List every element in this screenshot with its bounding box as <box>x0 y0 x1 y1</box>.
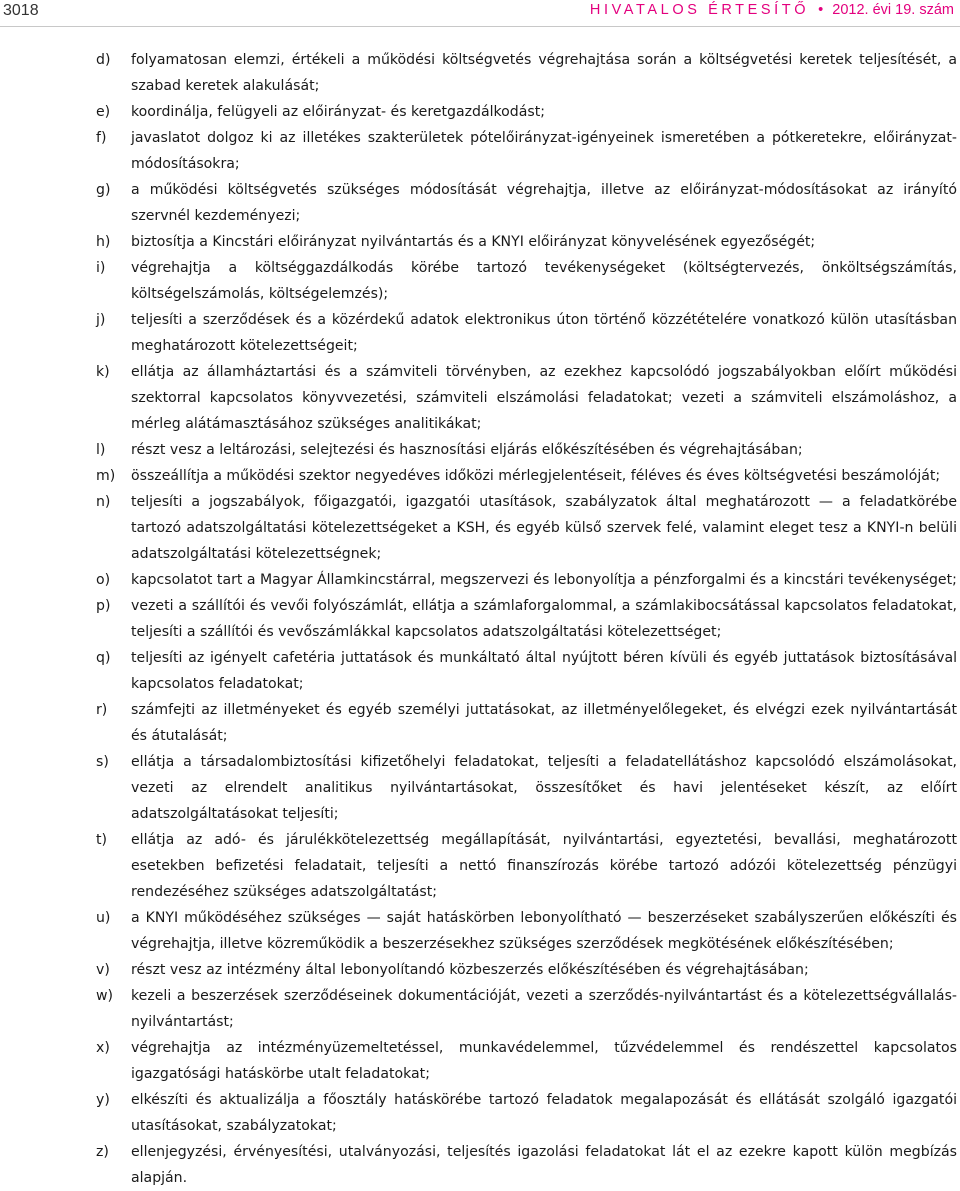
list-item-text: ellátja az adó- és járulékkötelezettség megállapítását, nyilvántartási, egyeztetési, bevallási, meghatározott esetekben befizetési feladatait, teljesíti a nettó finanszírozás körébe tartozó adózói kötelezettség pénzügyi rendezéséhez szükséges adatszolgáltatást; <box>131 832 957 900</box>
list-item <box>0 125 960 177</box>
list-item-marker: u) <box>96 910 111 926</box>
list-item <box>0 1035 960 1087</box>
page-header <box>0 0 960 27</box>
list-item <box>0 255 960 307</box>
list-item <box>0 827 960 905</box>
list-item-marker: k) <box>96 364 110 380</box>
list-item-text: vezeti a szállítói és vevői folyószámlát, ellátja a számlaforgalommal, a számlakibocsátással kapcsolatos feladatokat, teljesíti a szállítói és vevőszámlákkal kapcsolatos adatszolgáltatási kötelezettséget; <box>131 598 957 640</box>
list-item-text: végrehajtja a költséggazdálkodás körébe tartozó tevékenységeket (költségtervezés, önköltségszámítás, költségelszámolás, költségelemzés); <box>131 260 957 302</box>
list-item-text: a működési költségvetés szükséges módosítását végrehajtja, illetve az előirányzat-módosításokat az irányító szervnél kezdeményezi; <box>131 182 957 224</box>
list-item-marker: l) <box>96 442 106 458</box>
list-item-marker: o) <box>96 572 111 588</box>
list-item-text: elkészíti és aktualizálja a főosztály hatáskörébe tartozó feladatok megalapozását és ellátását szolgáló igazgatói utasításokat, szabályzatokat; <box>131 1092 957 1134</box>
list-item-marker: m) <box>96 468 116 484</box>
list-item-marker: t) <box>96 832 108 848</box>
list-item-text: teljesíti az igényelt cafetéria juttatások és munkáltató által nyújtott béren kívüli és egyéb juttatások biztosításával kapcsolatos feladatokat; <box>131 650 957 692</box>
list-item <box>0 229 960 255</box>
list-item-marker: v) <box>96 962 110 978</box>
list-item-marker: d) <box>96 52 111 68</box>
list-item <box>0 567 960 593</box>
list-item <box>0 359 960 437</box>
list-item-marker: q) <box>96 650 111 666</box>
list-item-text: javaslatot dolgoz ki az illetékes szakterületek pótelőirányzat-igényeinek ismeretében a pótkeretekre, előirányzat-módosításokra; <box>131 130 957 172</box>
list-item-marker: g) <box>96 182 111 198</box>
list-item <box>0 463 960 489</box>
list-item-text: ellenjegyzési, érvényesítési, utalványozási, teljesítés igazolási feladatokat lát el az ezekre kapott külön megbízás alapján. <box>131 1144 957 1186</box>
list-item-marker: h) <box>96 234 111 250</box>
list-item <box>0 1139 960 1191</box>
list-item <box>0 645 960 697</box>
list-item <box>0 957 960 983</box>
list-item-text: végrehajtja az intézményüzemeltetéssel, munkavédelemmel, tűzvédelemmel és rendészettel kapcsolatos igazgatósági hatáskörbe utalt feladatokat; <box>131 1040 957 1082</box>
issue-label: 2012. évi 19. szám <box>832 2 954 18</box>
list-item-marker: r) <box>96 702 108 718</box>
list-item <box>0 593 960 645</box>
list-item-marker: z) <box>96 1144 109 1160</box>
list-item-text: a KNYI működéséhez szükséges — saját hatáskörben lebonyolítható — beszerzéseket szabályszerűen előkészíti és végrehajtja, illetve közreműködik a beszerzésekhez szükséges szerződések megkötésének előkészítésében; <box>131 910 957 952</box>
list-item <box>0 437 960 463</box>
list-item-text: kapcsolatot tart a Magyar Államkincstárral, megszervezi és lebonyolítja a pénzforgalmi és a kincstári tevékenységet; <box>131 572 957 588</box>
list-item-text: teljesíti a jogszabályok, főigazgatói, igazgatói utasítások, szabályzatok által meghatározott — a feladatkörébe tartozó adatszolgáltatási kötelezettségeket a KSH, és egyéb külső szervek felé, valamint eleget tesz a KNYI-n belüli adatszolgáltatási kötelezettségnek; <box>131 494 957 562</box>
list-item-marker: y) <box>96 1092 110 1108</box>
list-item-marker: f) <box>96 130 107 146</box>
list-item <box>0 489 960 567</box>
list-item <box>0 99 960 125</box>
list-item <box>0 1087 960 1139</box>
list-item <box>0 983 960 1035</box>
list-item-text: számfejti az illetményeket és egyéb személyi juttatásokat, az illetményelőlegeket, és elvégzi ezek nyilvántartását és átutalását; <box>131 702 957 744</box>
list-item-text: folyamatosan elemzi, értékeli a működési költségvetés végrehajtása során a költségvetési keretek teljesítését, a szabad keretek alakulását; <box>131 52 957 94</box>
page-number: 3018 <box>3 2 39 19</box>
list-item-marker: s) <box>96 754 109 770</box>
list-item-text: ellátja a társadalombiztosítási kifizetőhelyi feladatokat, teljesíti a feladatellátáshoz kapcsolódó elszámolásokat, vezeti az elrendelt analitikus nyilvántartásokat, összesítőket és havi jelentéseket készít, az előírt adatszolgáltatásokat teljesíti; <box>131 754 957 822</box>
list-item <box>0 47 960 99</box>
list-item <box>0 307 960 359</box>
list-item-text: ellátja az államháztartási és a számviteli törvényben, az ezekhez kapcsolódó jogszabályokban előírt működési szektorral kapcsolatos könyvvezetési, számviteli elszámolási feladatokat; vezeti a számviteli elszámoláshoz, a mérleg alátámasztásához szükséges analitikákat; <box>131 364 957 432</box>
list-item-text: részt vesz a leltározási, selejtezési és hasznosítási eljárás előkészítésében és végrehajtásában; <box>131 442 803 458</box>
list-item-text: összeállítja a működési szektor negyedéves időközi mérlegjelentéseit, féléves és éves költségvetési beszámolóját; <box>131 468 941 484</box>
list-item-text: biztosítja a Kincstári előirányzat nyilvántartás és a KNYI előirányzat könyvelésének egyezőségét; <box>131 234 816 250</box>
journal-title: HIVATALOS ÉRTESÍTŐ <box>589 2 810 18</box>
list-item-text: részt vesz az intézmény által lebonyolítandó közbeszerzés előkészítésében és végrehajtásában; <box>131 962 809 978</box>
list-item-marker: p) <box>96 598 111 614</box>
list-item-marker: n) <box>96 494 111 510</box>
list-item-marker: e) <box>96 104 111 120</box>
list-item-marker: w) <box>96 988 114 1004</box>
journal-header <box>590 2 954 18</box>
list-item-text: kezeli a beszerzések szerződéseinek dokumentációját, vezeti a szerződés-nyilvántartást és a kötelezettségvállalás-nyilvántartást; <box>131 988 957 1030</box>
enumerated-list <box>0 47 960 1191</box>
list-item-marker: x) <box>96 1040 110 1056</box>
list-item <box>0 697 960 749</box>
list-item-text: koordinálja, felügyeli az előirányzat- és keretgazdálkodást; <box>131 104 545 120</box>
header-separator: • <box>818 2 824 18</box>
list-item-marker: i) <box>96 260 106 276</box>
list-item <box>0 905 960 957</box>
list-item-text: teljesíti a szerződések és a közérdekű adatok elektronikus úton történő közzétételére vonatkozó külön utasításban meghatározott kötelezettségeit; <box>131 312 957 354</box>
list-item <box>0 177 960 229</box>
list-item-marker: j) <box>96 312 106 328</box>
list-item <box>0 749 960 827</box>
